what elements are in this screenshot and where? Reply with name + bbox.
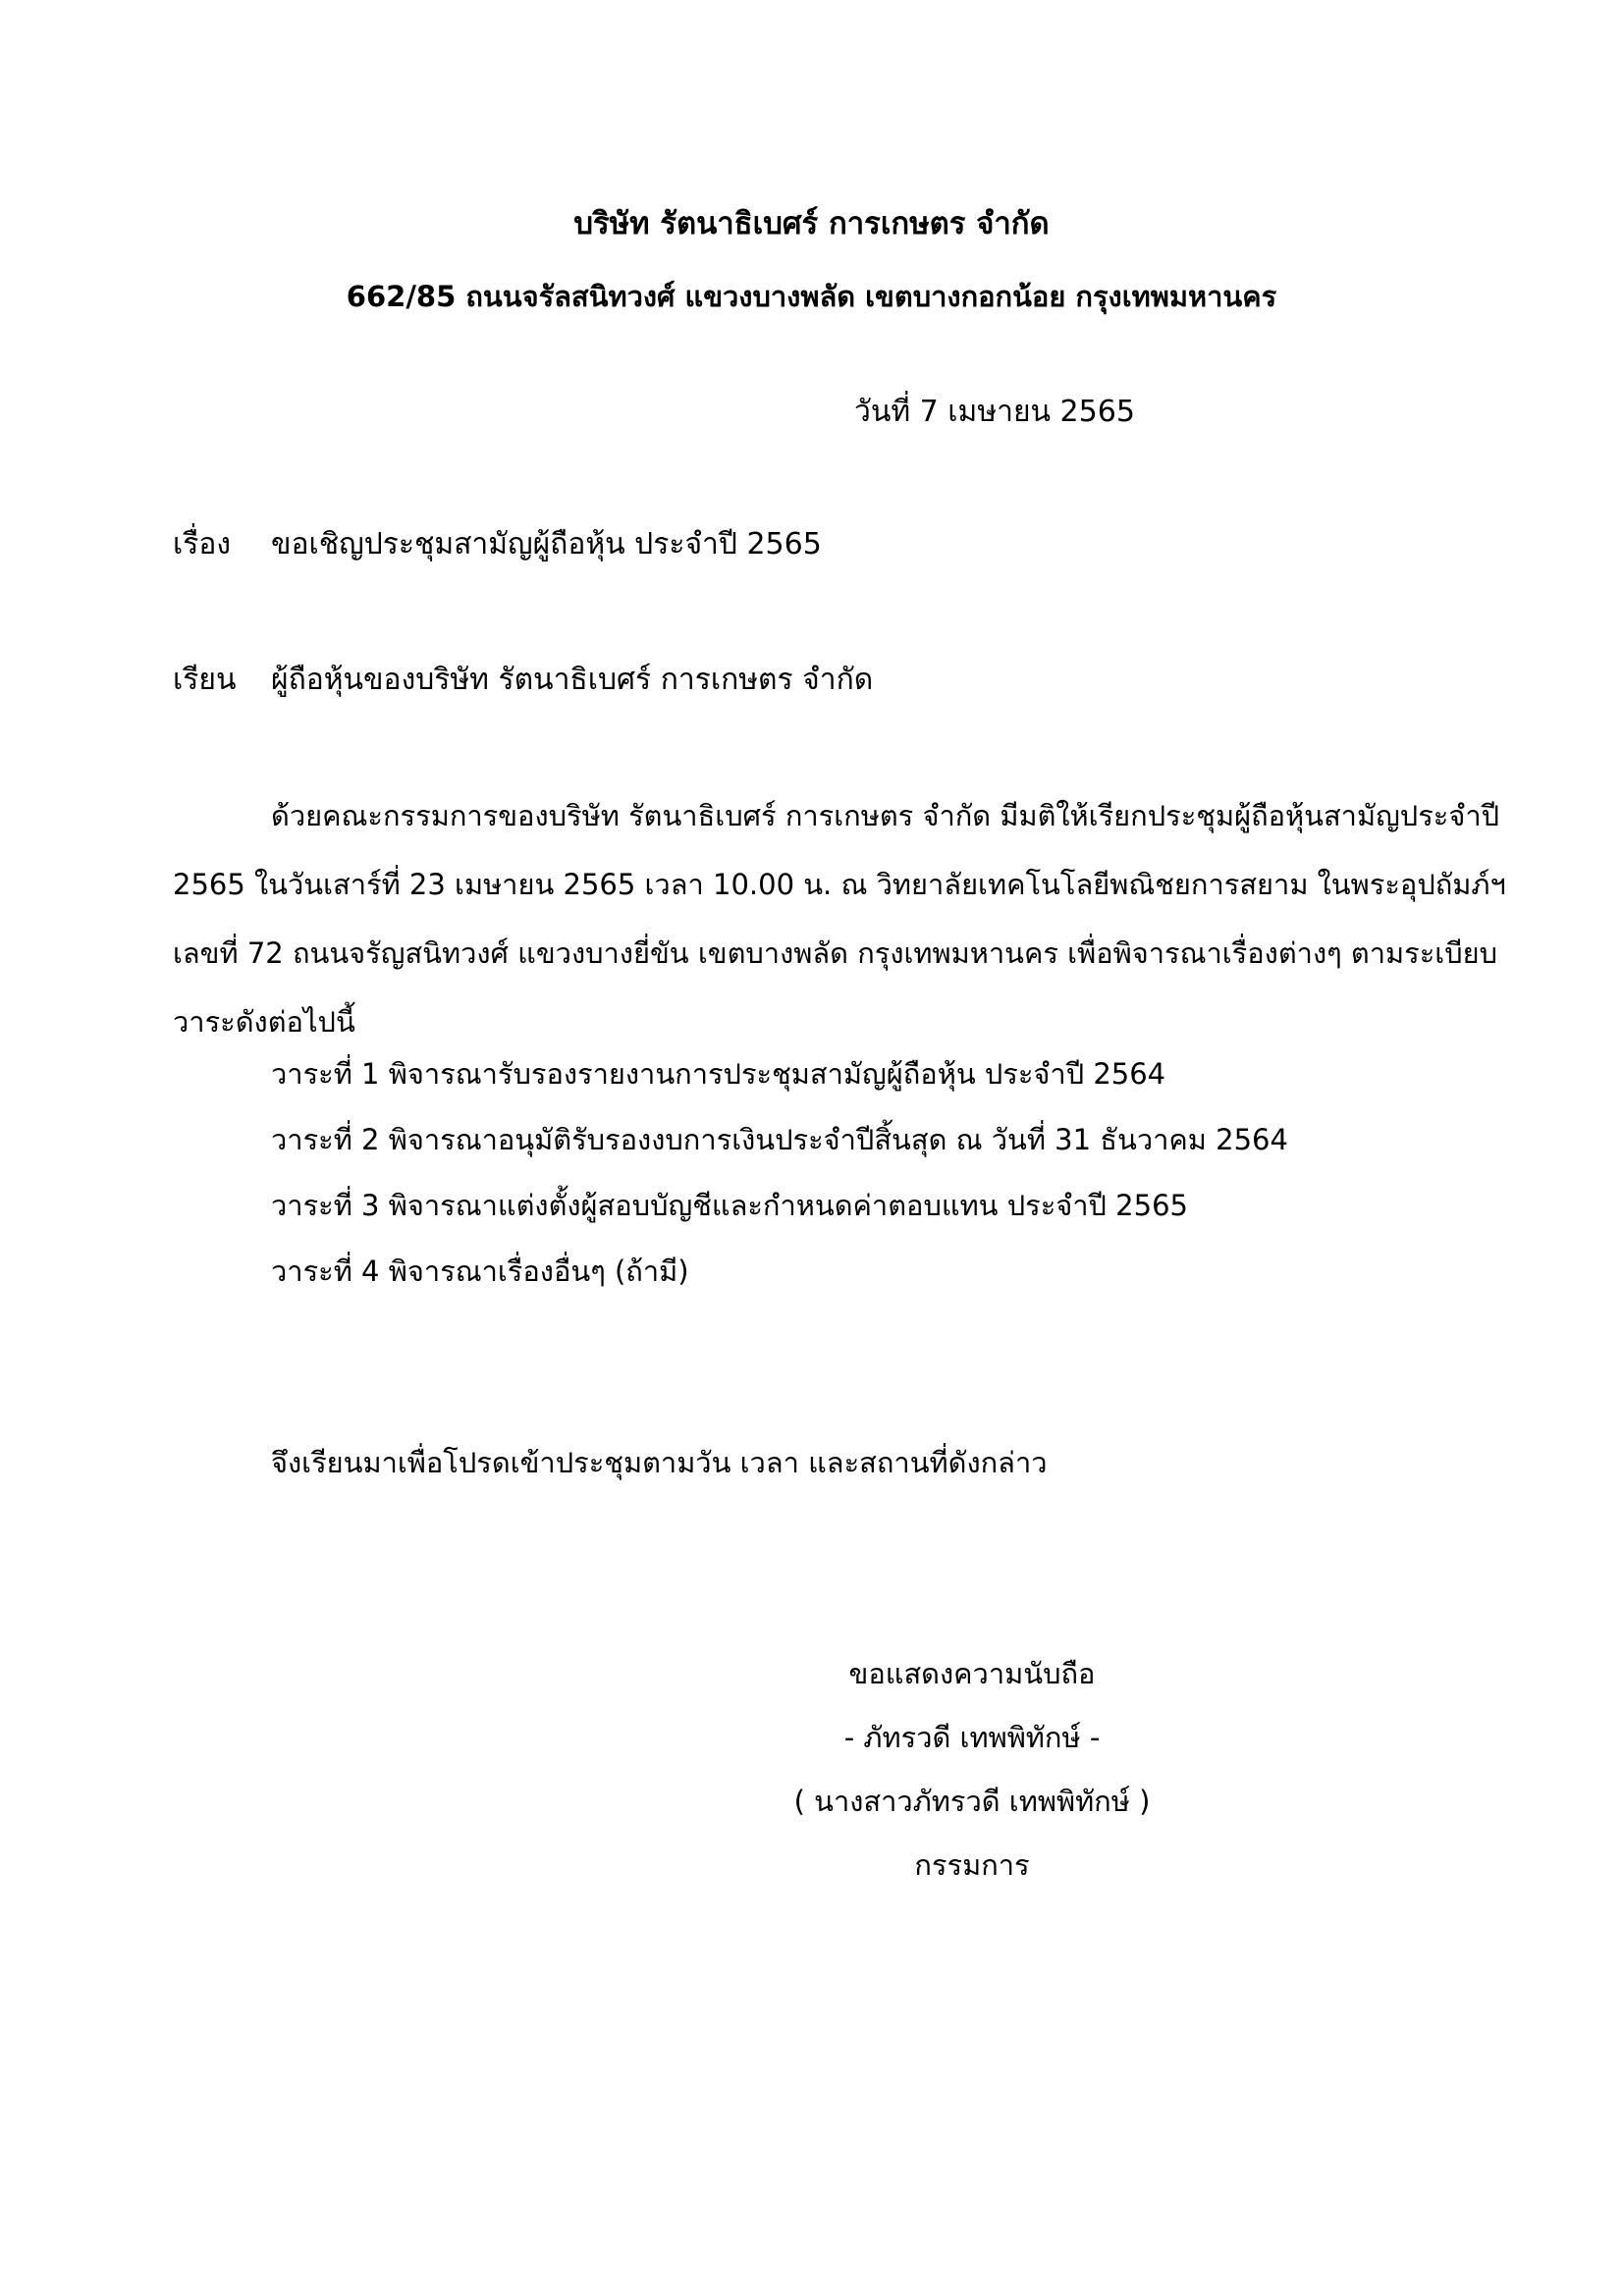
letter-date: วันที่ 7 เมษายน 2565 (854, 395, 1135, 429)
agenda-item: วาระที่ 1 พิจารณารับรองรายงานการประชุมสามัญผู้ถือหุ้น ประจำปี 2564 (271, 1057, 1166, 1091)
signer-position: กรรมการ (914, 1848, 1030, 1882)
regards-text: ขอแสดงความนับถือ (848, 1657, 1096, 1690)
body-line: 2565 ในวันเสาร์ที่ 23 เมษายน 2565 เวลา 10.00 น. ณ วิทยาลัยเทคโนโลยีพณิชยการสยาม ในพระอุปถัมภ์ฯ (173, 868, 1506, 901)
body-paragraph (173, 781, 1506, 1056)
agenda-list (271, 1041, 1288, 1305)
recipient-text: ผู้ถือหุ้นของบริษัท รัตนาธิเบศร์ การเกษตร จำกัด (271, 663, 874, 697)
signed-name: - ภัทรวดี เทพพิทักษ์ - (843, 1721, 1101, 1754)
closing-text: จึงเรียนมาเพื่อโปรดเข้าประชุมตามวัน เวลา และสถานที่ดังกล่าว (271, 1446, 1048, 1479)
signature-block (776, 1642, 1168, 1897)
signer-full-name: ( นางสาวภัทรวดี เทพพิทักษ์ ) (793, 1785, 1151, 1818)
company-name: บริษัท รัตนาธิเบศร์ การเกษตร จำกัด (573, 206, 1050, 241)
body-line: เลขที่ 72 ถนนจรัญสนิทวงศ์ แขวงบางยี่ขัน เขตบางพลัด กรุงเทพมหานคร เพื่อพิจารณาเรื่องต่างๆ ตามระเบียบ (173, 936, 1498, 970)
body-line: ด้วยคณะกรรมการของบริษัท รัตนาธิเบศร์ การเกษตร จำกัด มีมติให้เรียกประชุมผู้ถือหุ้นสามัญประจำปี (271, 799, 1500, 832)
agenda-item: วาระที่ 4 พิจารณาเรื่องอื่นๆ (ถ้ามี) (271, 1255, 689, 1288)
company-address: 662/85 ถนนจรัลสนิทวงศ์ แขวงบางพลัด เขตบางกอกน้อย กรุงเทพมหานคร (346, 280, 1277, 313)
subject-text: ขอเชิญประชุมสามัญผู้ถือหุ้น ประจำปี 2565 (271, 527, 822, 561)
recipient-label: เรียน (173, 663, 237, 697)
agenda-item: วาระที่ 2 พิจารณาอนุมัติรับรองงบการเงินประจำปีสิ้นสุด ณ วันที่ 31 ธันวาคม 2564 (271, 1123, 1288, 1156)
agenda-item: วาระที่ 3 พิจารณาแต่งตั้งผู้สอบบัญชีและกำหนดค่าตอบแทน ประจำปี 2565 (271, 1189, 1188, 1222)
subject-label: เรื่อง (173, 527, 232, 561)
body-line: วาระดังต่อไปนี้ (173, 1005, 355, 1039)
